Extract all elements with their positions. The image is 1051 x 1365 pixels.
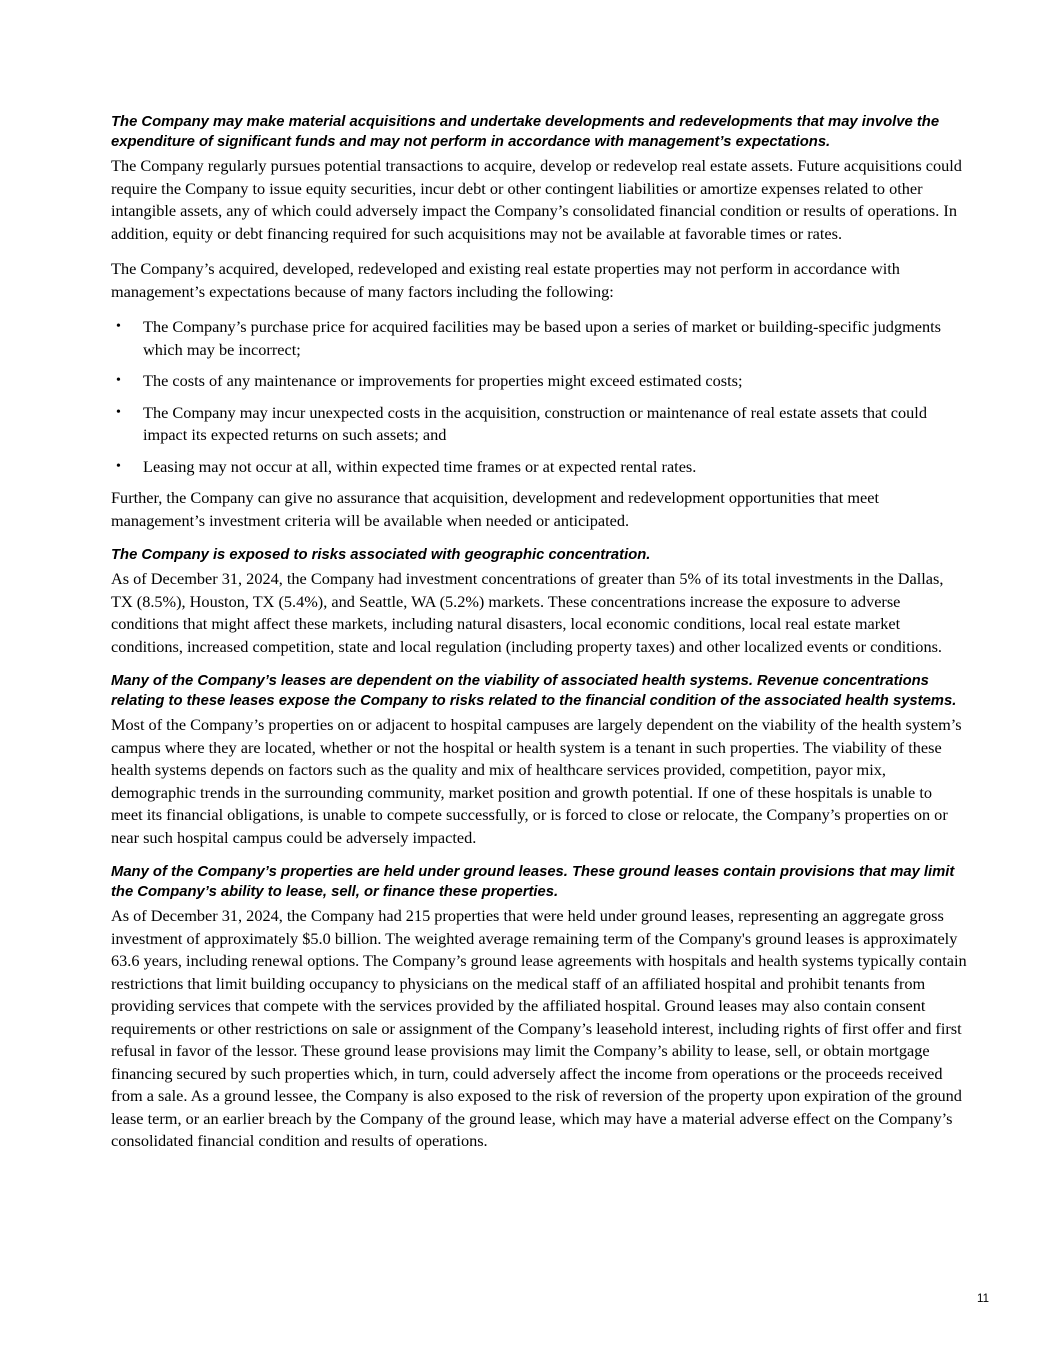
bullet-item (111, 456, 967, 479)
page-number: 11 (977, 1293, 989, 1305)
bullet-glyph: • (116, 458, 121, 474)
bullet-item (111, 370, 967, 393)
bullet-text: The Company may incur unexpected costs in the acquisition, construction or maintenance of real estate assets that could impact its expected returns on such assets; and (143, 402, 927, 444)
body-paragraph: Further, the Company can give no assurance that acquisition, development and redevelopment opportunities that meet management’s investment criteria will be available when needed or anticipated. (111, 488, 879, 530)
section-heading: The Company may make material acquisitions and undertake developments and redevelopments that may involve the expenditure of significant funds and may not perform in accordance with management’s expectations. (111, 114, 940, 150)
bullet-item (111, 316, 967, 361)
bullet-item (111, 402, 967, 447)
bullet-glyph: • (116, 404, 121, 420)
bullet-glyph: • (116, 373, 121, 388)
section-heading: Many of the Company’s leases are dependent on the viability of associated health systems. Revenue concentrations relating to these leases expose the Company to risks related to the financial condition of the associated health systems. (111, 673, 957, 709)
section-heading: Many of the Company’s properties are held under ground leases. These ground leases contain provisions that may limit the Company’s ability to lease, sell, or finance these properties. (111, 864, 955, 900)
section-heading: The Company is exposed to risks associated with geographic concentration. (111, 547, 651, 563)
bullet-list (111, 316, 967, 478)
bullet-text: Leasing may not occur at all, within expected time frames or at expected rental rates. (143, 456, 697, 476)
body-paragraph: The Company’s acquired, developed, redeveloped and existing real estate properties may not perform in accordance with management’s expectations because of many factors including the following: (111, 259, 900, 301)
bullet-text: The costs of any maintenance or improvements for properties might exceed estimated costs; (143, 371, 743, 390)
body-paragraph: The Company regularly pursues potential transactions to acquire, develop or redevelop real estate assets. Future acquisitions could require the Company to issue equity securities, incur debt or other contingent liabilities or amortize expenses related to other intangible assets, any of which could adversely impact the Company’s consolidated financial condition or results of operations. In addition, equity or debt financing required for such acquisitions may not be available at favorable times or rates. (111, 156, 962, 243)
body-paragraph: As of December 31, 2024, the Company had 215 properties that were held under ground leases, representing an aggregate gross investment of approximately $5.0 billion. The weighted average remaining term of the Company's ground leases is approximately 63.6 years, including renewal options. The Company’s ground lease agreements with hospitals and health systems typically contain restrictions that limit building occupancy to physicians on the medical staff of an affiliated hospital and prohibit tenants from providing services that compete with the services provided by the affiliated hospital. Ground leases may also contain consent requirements or other restrictions on sale or assignment of the Company’s leasehold interest, including rights of first offer and first refusal in favor of the lessor. These ground lease provisions may limit the Company’s ability to lease, sell, or obtain mortgage financing secured by such properties which, in turn, could adversely affect the income from operations or the proceeds received from a sale. As a ground lessee, the Company is also exposed to the risk of reversion of the property upon expiration of the ground lease term, or an earlier breach by the Company of the ground lease, which may have a material adverse effect on the Company’s consolidated financial condition and results of operations. (111, 906, 967, 1150)
document-body (111, 112, 967, 1166)
body-paragraph: As of December 31, 2024, the Company had investment concentrations of greater than 5% of its total investments in the Dallas, TX (8.5%), Houston, TX (5.4%), and Seattle, WA (5.2%) markets. These concentrations increase the exposure to adverse conditions that might affect these markets, including natural disasters, local economic conditions, local real estate market conditions, increased competition, state and local regulation (including property taxes) and other localized events or conditions. (111, 569, 944, 656)
bullet-glyph: • (116, 319, 121, 334)
body-paragraph: Most of the Company’s properties on or adjacent to hospital campuses are largely dependent on the viability of the health system’s campus where they are located, whether or not the hospital or health system is a tenant in such properties. The viability of these health systems depends on factors such as the quality and mix of healthcare services provided, competition, payor mix, demographic trends in the surrounding community, market position and growth potential. If one of these hospitals is unable to meet its financial obligations, is unable to compete successfully, or is forced to close or relocate, the Company’s properties on or near such hospital campus could be adversely impacted. (111, 715, 962, 847)
bullet-text: The Company’s purchase price for acquired facilities may be based upon a series of market or building-specific judgments which may be incorrect; (143, 317, 941, 359)
